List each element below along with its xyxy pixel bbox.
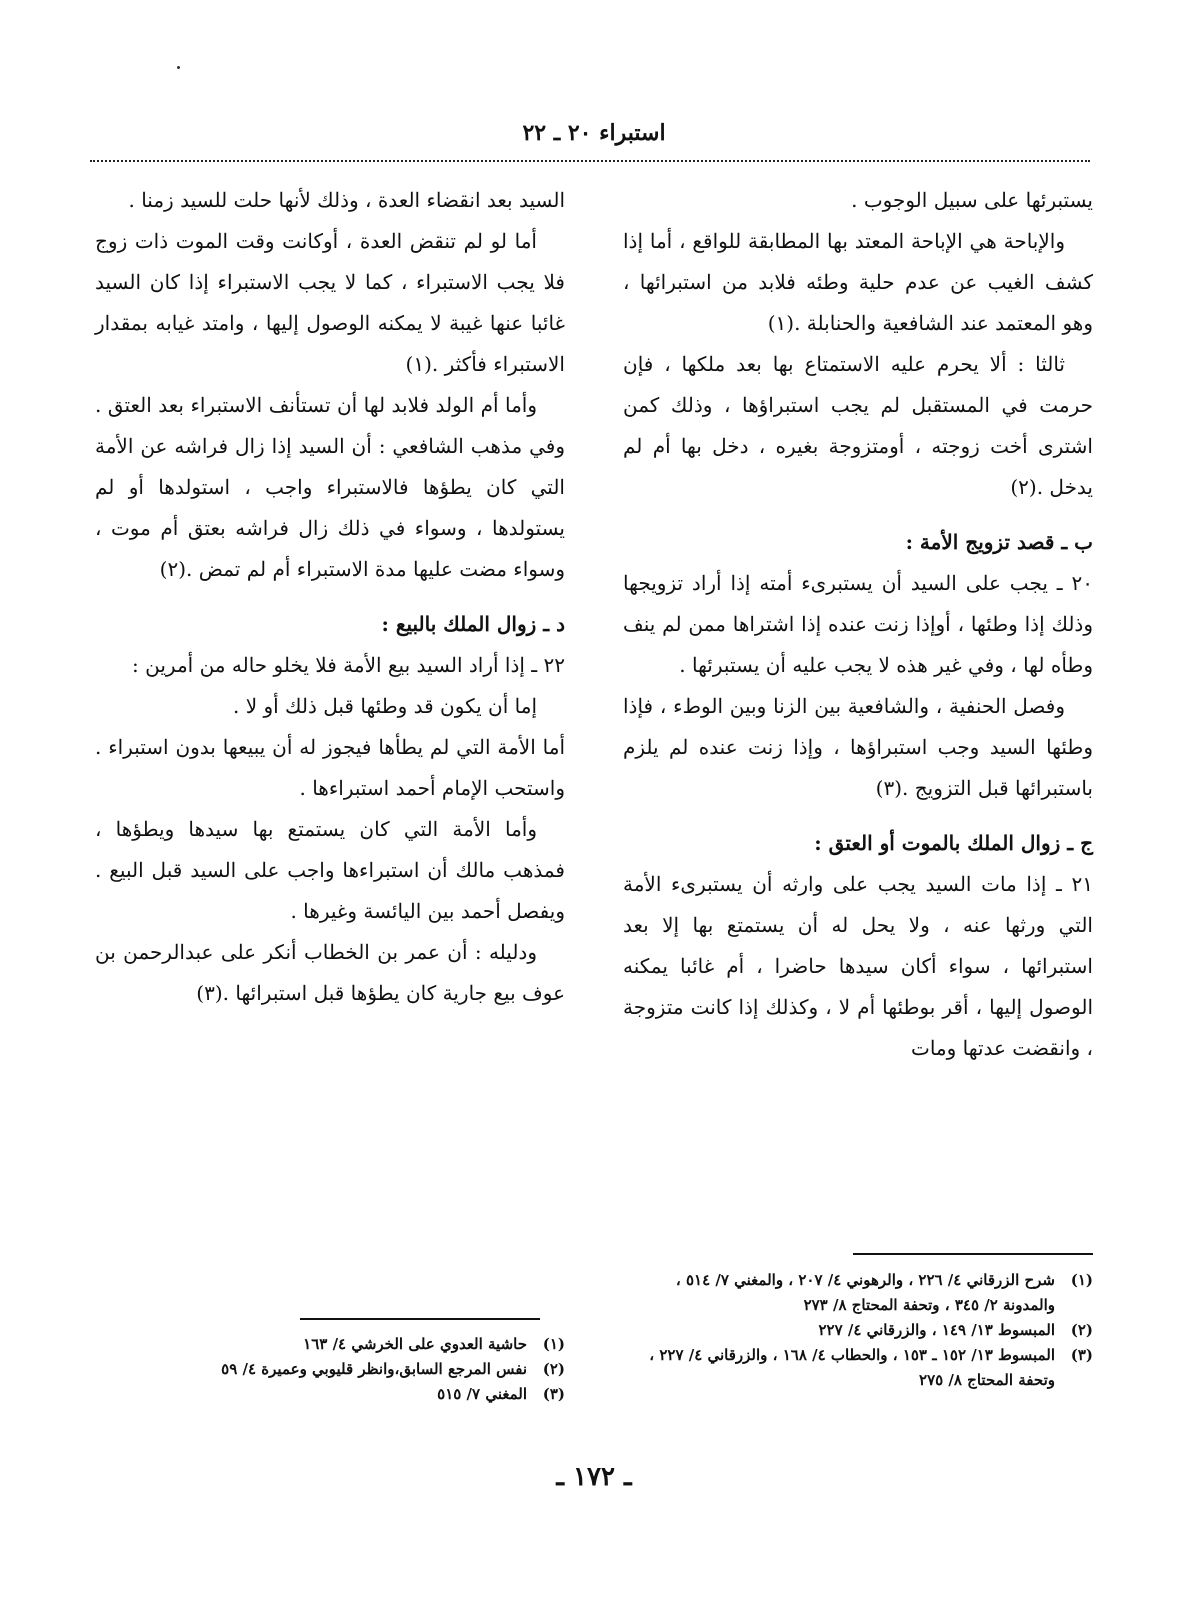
- footnote: [95, 1332, 565, 1357]
- footnote-text: المغني ٧/ ٥١٥: [437, 1385, 527, 1403]
- left-footnotes: [95, 1332, 565, 1407]
- paragraph: السيد بعد انقضاء العدة ، وذلك لأنها حلت للسيد زمنا .: [128, 188, 565, 212]
- scan-speck: [177, 66, 180, 69]
- footnote: [95, 1382, 565, 1407]
- paragraph: وأما الأمة التي كان يستمتع بها سيدها ويطؤها ، فمذهب مالك أن استبراءها واجب على السيد قبل البيع . ويفصل أحمد بين اليائسة وغيرها .: [95, 817, 565, 923]
- right-footnotes: [623, 1268, 1093, 1393]
- footnote-number: (٣): [1070, 1346, 1093, 1364]
- footnote-text: المبسوط ١٣/ ١٤٩ ، والزرقاني ٤/ ٢٢٧: [818, 1321, 1055, 1339]
- running-head: استبراء ٢٠ ـ ٢٢: [522, 120, 666, 146]
- footnote-number: (١): [1070, 1271, 1093, 1289]
- footnote-number: (١): [542, 1335, 565, 1353]
- paragraph: أما لو لم تنقض العدة ، أوكانت وقت الموت ذات زوج فلا يجب الاستبراء ، كما لا يجب الاستبراء إذا كان السيد غائبا عنها غيبة لا يمكنه الوصول إليها ، وامتد غيابه بمقدار الاستبراء فأكثر .(١): [95, 229, 565, 376]
- right-column: [623, 180, 1093, 1069]
- footnote-number: (٢): [1070, 1321, 1093, 1339]
- paragraph: ٢١ ـ إذا مات السيد يجب على وارثه أن يستبرىء الأمة التي ورثها عنه ، ولا يحل له أن يستمتع بها إلا بعد استبرائها ، سواء أكان سيدها حاضرا ، أم غائبا يمكنه الوصول إليها ، أقر بوطئها أم لا ، وكذلك إذا كانت متزوجة ، وانقضت عدتها ومات: [623, 872, 1093, 1060]
- footnote: [623, 1343, 1093, 1393]
- footnote-text: شرح الزرقاني ٤/ ٢٢٦ ، والرهوني ٤/ ٢٠٧ ، والمغني ٧/ ٥١٤ ، والمدونة ٢/ ٣٤٥ ، وتحفة المحتاج ٨/ ٢٧٣: [675, 1271, 1055, 1314]
- paragraph: ٢٠ ـ يجب على السيد أن يستبرىء أمته إذا أراد تزويجها وذلك إذا وطئها ، أوإذا زنت عنده إذا اشتراها ممن لم ينف وطأه لها ، وفي غير هذه لا يجب عليه أن يستبرئها .: [623, 571, 1093, 677]
- paragraph: والإباحة هي الإباحة المعتد بها المطابقة للواقع ، أما إذا كشف الغيب عن عدم حلية وطئه فلابد من استبرائها ، وهو المعتمد عند الشافعية والحنابلة .(١): [623, 229, 1093, 335]
- paragraph: وأما أم الولد فلابد لها أن تستأنف الاستبراء بعد العتق . وفي مذهب الشافعي : أن السيد إذا زال فراشه عن الأمة التي كان يطؤها فالاستبراء واجب ، استولدها أو لم يستولدها ، وسواء في ذلك زال فراشه بعتق أم موت ، وسواء مضت عليها مدة الاستبراء أم لم تمض .(٢): [95, 393, 565, 581]
- left-column: [95, 180, 565, 1014]
- section-heading: ب ـ قصد تزويج الأمة :: [905, 530, 1093, 554]
- right-footnote-rule: [853, 1253, 1093, 1255]
- paragraph: أما الأمة التي لم يطأها فيجوز له أن يبيعها بدون استبراء . واستحب الإمام أحمد استبراءها .: [95, 735, 565, 800]
- footnote: [95, 1357, 565, 1382]
- page-number: ـ ١٧٢ ـ: [556, 1462, 632, 1492]
- header-dotted-rule: [90, 160, 1090, 162]
- footnote-text: حاشية العدوي على الخرشي ٤/ ١٦٣: [303, 1335, 527, 1353]
- footnote-number: (٢): [542, 1360, 565, 1378]
- paragraph: وفصل الحنفية ، والشافعية بين الزنا وبين الوطء ، فإذا وطئها السيد وجب استبراؤها ، وإذا زنت عنده لم يلزم باستبرائها قبل التزويج .(٣): [623, 694, 1093, 800]
- paragraph: ثالثا : ألا يحرم عليه الاستمتاع بها بعد ملكها ، فإن حرمت في المستقبل لم يجب استبراؤها ، وذلك كمن اشترى أخت زوجته ، أومتزوجة بغيره ، دخل بها أم لم يدخل .(٢): [623, 352, 1093, 499]
- section-heading: ج ـ زوال الملك بالموت أو العتق :: [814, 831, 1093, 855]
- footnote-text: المبسوط ١٣/ ١٥٢ ـ ١٥٣ ، والحطاب ٤/ ١٦٨ ، والزرقاني ٤/ ٢٢٧ ، وتحفة المحتاج ٨/ ٢٧٥: [649, 1346, 1055, 1389]
- paragraph: إما أن يكون قد وطئها قبل ذلك أو لا .: [232, 694, 537, 718]
- footnote: [623, 1318, 1093, 1343]
- footnote-number: (٣): [542, 1385, 565, 1403]
- paragraph: ٢٢ ـ إذا أراد السيد بيع الأمة فلا يخلو حاله من أمرين :: [132, 653, 565, 677]
- section-heading: د ـ زوال الملك بالبيع :: [381, 612, 565, 636]
- paragraph: يستبرئها على سبيل الوجوب .: [851, 188, 1093, 212]
- left-footnote-rule: [300, 1318, 540, 1320]
- paragraph: ودليله : أن عمر بن الخطاب أنكر على عبدالرحمن بن عوف بيع جارية كان يطؤها قبل استبرائها .(٣): [95, 940, 565, 1005]
- footnote-text: نفس المرجع السابق،وانظر قليوبي وعميرة ٤/ ٥٩: [221, 1360, 527, 1378]
- footnote: [623, 1268, 1093, 1318]
